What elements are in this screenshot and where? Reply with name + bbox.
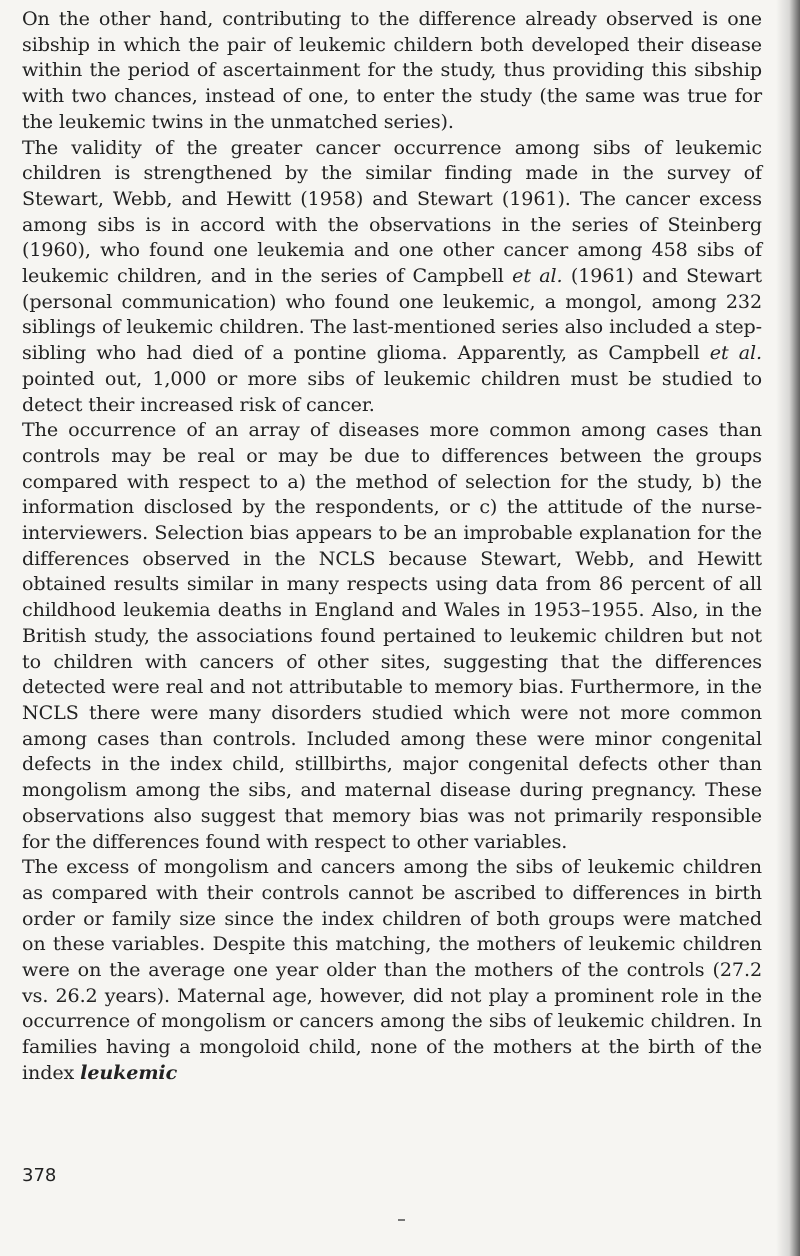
text-run: On the other hand, contributing to the difference already observed is one sibship in which the pair of leukemic childern both developed their disease within the period of ascertainment for the study, thus providing this sibship with two chances, instead of one, to enter the study (the same was true for the leukemic twins in the unmatched series).	[22, 7, 762, 133]
italic-text: et al.	[709, 341, 762, 365]
text-run: The occurrence of an array of diseases more common among cases than controls may be real or may be due to differences between the groups compared with respect to a) the method of selection for the study, b) the information disclosed by the respondents, or c) the attitude of the nurse-interviewers. Selection bias appears to be an improbable explanation for the differences observed in the NCLS because Stewart, Webb, and Hewitt obtained results similar in many respects using data from 86 percent of all childhood leukemia deaths in England and Wales in 1953–1955. Also, in the British study, the associations found pertained to leukemic children but not to children with cancers of other sites, suggesting that the differences detected were real and not attributable to memory bias. Furthermore, in the NCLS there were many disorders studied which were not more common among cases than controls. Included among these were minor congenital defects in the index child, stillbirths, major congenital defects other than mongolism among the sibs, and maternal disease during pregnancy. These observations also suggest that memory bias was not primarily responsible for the differences found with respect to other variables.	[22, 418, 762, 853]
text-run: pointed out, 1,000 or more sibs of leukemic children must be studied to detect their increased risk of cancer.	[22, 366, 762, 416]
body-text	[22, 6, 762, 1086]
text-run: The excess of mongolism and cancers among the sibs of leukemic children as compared with their controls cannot be ascribed to differences in birth order or family size since the index children of both groups were matched on these variables. Despite this matching, the mothers of leukemic children were on the average one year older than the mothers of the controls (27.2 vs. 26.2 years). Maternal age, however, did not play a prominent role in the occurrence of mongolism or cancers among the sibs of leukemic children. In families having a mongoloid child, none of the mothers at the birth of the index	[22, 855, 762, 1084]
page-number: 378	[22, 1165, 57, 1186]
bold-italic-text: leukemic	[80, 1060, 178, 1084]
paragraph	[22, 417, 762, 854]
text-run: The validity of the greater cancer occurrence among sibs of leukemic children is strengthened by the similar finding made in the survey of Stewart, Webb, and Hewitt (1958) and Stewart (1961). The cancer excess among sibs is in accord with the observations in the series of Steinberg (1960), who found one leukemia and one other cancer among 458 sibs of leukemic children, and in the series of Campbell	[22, 135, 762, 288]
printing-mark	[398, 1219, 405, 1221]
page-edge-shadow	[776, 0, 800, 1256]
italic-text: et al.	[512, 264, 563, 288]
text-run: (1961) and Stewart (personal communication) who found one leukemic, a mongol, among 232 siblings of leukemic children. The last-mentioned series also included a step-sibling who had died of a pontine glioma. Apparently, as Campbell	[22, 264, 762, 365]
paragraph	[22, 854, 762, 1085]
paragraph	[22, 135, 762, 418]
paragraph	[22, 6, 762, 135]
